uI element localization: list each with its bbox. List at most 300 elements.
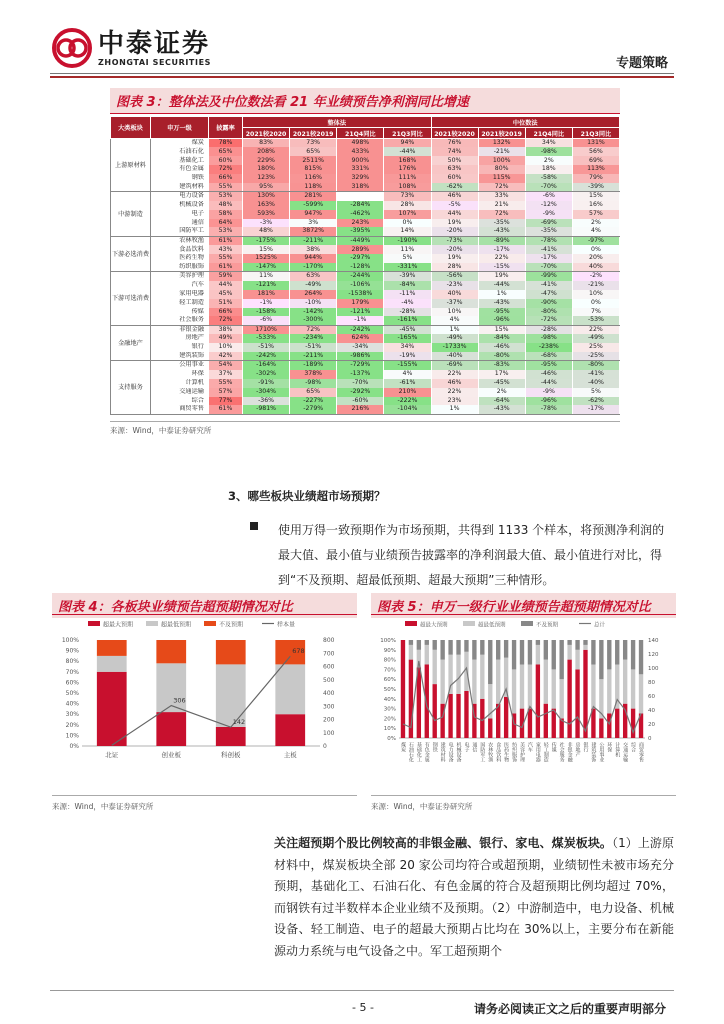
- fig3-overall-cell: 900%: [337, 156, 384, 165]
- fig3-overall-cell: 94%: [384, 139, 431, 148]
- fig3-median-cell: 63%: [431, 165, 478, 174]
- fig4-title-rule: [52, 614, 357, 615]
- fig3-industry: 农林牧渔: [151, 236, 209, 245]
- fig5-bar: [615, 709, 619, 738]
- fig3-overall-cell: 318%: [337, 183, 384, 192]
- fig3-overall-cell: 63%: [290, 272, 337, 281]
- fig4-ytick-right: 700: [323, 650, 335, 658]
- col-cat-header: 大类板块: [111, 117, 151, 139]
- fig3-category: 上游原材料: [111, 139, 151, 192]
- fig3-overall-cell: 815%: [290, 165, 337, 174]
- fig4-ytick-left: 80%: [65, 658, 79, 666]
- fig3-row: [111, 334, 620, 343]
- fig3-median-cell: -64%: [478, 397, 525, 406]
- fig3-industry: 机械设备: [151, 201, 209, 210]
- fig3-overall-cell: -189%: [290, 361, 337, 370]
- fig3-overall-cell: 179%: [337, 299, 384, 308]
- col-header: 21Q3同比: [572, 128, 619, 139]
- fig3-median-cell: -23%: [431, 281, 478, 290]
- fig3-overall-cell: 72%: [290, 325, 337, 334]
- fig3-ratio: 55%: [209, 379, 243, 388]
- fig3-industry: 建筑装饰: [151, 352, 209, 361]
- fig4-bar: [156, 640, 186, 663]
- fig3-overall-cell: 624%: [337, 334, 384, 343]
- page-number: - 5 -: [352, 1001, 374, 1014]
- fig4-ytick-left: 20%: [65, 721, 79, 729]
- fig3-overall-cell: -60%: [337, 397, 384, 406]
- fig3-median-cell: -37%: [431, 299, 478, 308]
- fig5-bar: [480, 640, 484, 655]
- fig3-median-cell: 22%: [572, 325, 619, 334]
- fig3-median-cell: -80%: [478, 352, 525, 361]
- fig3-overall-cell: -175%: [243, 236, 290, 245]
- fig5-bar: [631, 640, 635, 669]
- fig3-median-cell: -84%: [478, 334, 525, 343]
- fig5-x-label: 钢铁: [431, 742, 438, 752]
- fig3-overall-cell: 34%: [384, 343, 431, 352]
- fig5-bar: [425, 645, 429, 665]
- fig3-overall-cell: -121%: [243, 281, 290, 290]
- fig5-bar: [456, 640, 460, 655]
- fig4-legend-label: 超最大预期: [103, 621, 134, 629]
- fig4-ytick-left: 60%: [65, 679, 79, 687]
- fig3-container: [110, 88, 620, 436]
- fig3-category: 支持服务: [111, 361, 151, 414]
- fig3-median-cell: 44%: [431, 210, 478, 219]
- fig5-bar: [607, 714, 611, 739]
- fig3-overall-cell: -91%: [243, 379, 290, 388]
- fig3-median-cell: 28%: [431, 263, 478, 272]
- fig3-overall-cell: 65%: [290, 388, 337, 397]
- fig4-ytick-left: 40%: [65, 700, 79, 708]
- fig3-industry: 石油石化: [151, 147, 209, 156]
- fig3-median-cell: -47%: [525, 290, 572, 299]
- fig3-row: [111, 147, 620, 156]
- fig3-median-cell: -17%: [525, 254, 572, 263]
- fig3-overall-cell: 289%: [337, 245, 384, 254]
- fig3-overall-cell: -155%: [384, 361, 431, 370]
- fig3-ratio: 42%: [209, 352, 243, 361]
- fig3-median-cell: 57%: [572, 210, 619, 219]
- fig5-ytick-left: 90%: [383, 647, 396, 654]
- fig5-bar: [512, 669, 516, 713]
- fig5-source: 来源：Wind，中泰证券研究所: [371, 802, 473, 811]
- fig5-bar: [575, 650, 579, 670]
- fig3-overall-cell: -45%: [384, 325, 431, 334]
- fig5-ytick-left: 70%: [383, 667, 396, 674]
- fig5-bar: [607, 669, 611, 713]
- fig5-x-label: 商贸零售: [638, 742, 645, 762]
- fig3-median-cell: -72%: [525, 316, 572, 325]
- fig3-overall-cell: -222%: [384, 397, 431, 406]
- fig5-bar: [591, 665, 595, 709]
- company-logo: [52, 28, 211, 68]
- section3-paragraph: 使用万得一致预期作为市场预期，共得到 1133 个样本，将预测净利润的最大值、最小值与业绩预告披露率的净利润最大值、最小值进行对比，得到“不及预期、超最低预期、超最大预期”三种情形。: [278, 523, 665, 587]
- fig3-overall-cell: 498%: [337, 139, 384, 148]
- fig3-ratio: 61%: [209, 405, 243, 414]
- fig4-source: 来源：Wind，中泰证券研究所: [52, 802, 154, 811]
- fig3-ratio: 57%: [209, 388, 243, 397]
- fig5-bar: [440, 640, 444, 660]
- fig3-overall-cell: 163%: [243, 201, 290, 210]
- fig3-median-cell: -28%: [525, 325, 572, 334]
- fig3-industry: 煤炭: [151, 139, 209, 148]
- fig3-overall-cell: -533%: [243, 334, 290, 343]
- fig3-median-cell: -35%: [478, 219, 525, 228]
- fig3-median-cell: -70%: [525, 263, 572, 272]
- fig3-overall-cell: -284%: [337, 201, 384, 210]
- fig3-median-cell: -78%: [525, 236, 572, 245]
- conclusion-paragraph: [274, 833, 674, 962]
- fig4-ytick-right: 400: [323, 690, 335, 697]
- fig5-title-rule: [371, 614, 676, 615]
- fig3-overall-cell: -34%: [337, 343, 384, 352]
- fig3-median-cell: -95%: [478, 308, 525, 317]
- fig4-point-label: 306: [173, 696, 186, 705]
- fig3-overall-cell: 168%: [384, 156, 431, 165]
- fig3-median-cell: -56%: [431, 272, 478, 281]
- fig3-median-cell: 46%: [431, 192, 478, 201]
- fig3-median-cell: -73%: [431, 236, 478, 245]
- fig3-ratio: 59%: [209, 272, 243, 281]
- fig5-bar: [528, 709, 532, 738]
- fig5-x-label: 综合: [630, 742, 637, 752]
- fig3-row: [111, 316, 620, 325]
- fig4-source-rule: [52, 795, 357, 796]
- fig3-median-cell: 74%: [431, 147, 478, 156]
- fig5-ytick-right: 100: [648, 666, 659, 672]
- fig3-median-cell: -2%: [572, 272, 619, 281]
- fig3-median-cell: 19%: [478, 272, 525, 281]
- col-header: 2021较2019: [290, 128, 337, 139]
- fig4-legend-label: 样本量: [277, 621, 296, 629]
- fig3-median-cell: 15%: [478, 325, 525, 334]
- fig5-bar: [440, 660, 444, 704]
- fig5-bar: [504, 697, 508, 738]
- fig5-x-label: 环保: [606, 742, 613, 752]
- fig5-bar: [544, 640, 548, 660]
- fig3-median-cell: -69%: [525, 219, 572, 228]
- fig5-ytick-right: 60: [648, 694, 655, 700]
- fig3-industry: 社会服务: [151, 316, 209, 325]
- col-header: 2021较2019: [478, 128, 525, 139]
- fig3-ratio: 61%: [209, 263, 243, 272]
- fig5-bar: [544, 704, 548, 738]
- fig3-median-cell: -80%: [572, 361, 619, 370]
- fig4-legend-label: 超最低预期: [161, 621, 192, 629]
- fig3-median-cell: -17%: [478, 245, 525, 254]
- section3-heading: 3、哪些板块业绩超市场预期？: [228, 489, 386, 503]
- fig3-median-cell: 19%: [431, 219, 478, 228]
- fig5-x-label: 建筑材料: [439, 742, 446, 762]
- fig3-row: [111, 210, 620, 219]
- fig3-overall-cell: -36%: [243, 397, 290, 406]
- fig4-legend-swatch: [88, 621, 100, 626]
- fig3-median-cell: 17%: [478, 370, 525, 379]
- fig5-bar: [409, 640, 413, 645]
- fig3-median-cell: 1%: [478, 290, 525, 299]
- fig3-overall-cell: -302%: [243, 370, 290, 379]
- fig3-overall-cell: 123%: [243, 174, 290, 183]
- fig3-ratio: 43%: [209, 245, 243, 254]
- fig3-median-cell: -43%: [478, 227, 525, 236]
- fig3-industry: 综合: [151, 397, 209, 406]
- fig4-ytick-left: 90%: [65, 647, 79, 655]
- fig3-industry: 交通运输: [151, 388, 209, 397]
- fig3-overall-cell: 208%: [243, 147, 290, 156]
- fig3-overall-cell: 944%: [290, 254, 337, 263]
- fig3-row: [111, 272, 620, 281]
- fig3-ratio: 53%: [209, 227, 243, 236]
- fig3-median-cell: -12%: [525, 201, 572, 210]
- conclusion-bold: 关注超预期个股比例较高的非银金融、银行、家电、煤炭板块。: [274, 836, 612, 850]
- fig3-overall-cell: 38%: [290, 245, 337, 254]
- fig3-ratio: 54%: [209, 361, 243, 370]
- fig3-overall-cell: 947%: [290, 210, 337, 219]
- fig5-legend-swatch: [405, 621, 417, 626]
- fig5-bar: [488, 718, 492, 738]
- fig3-median-cell: -95%: [525, 361, 572, 370]
- fig3-median-cell: 18%: [525, 165, 572, 174]
- fig4-x-label: 主板: [283, 751, 297, 759]
- fig5-title: 图表 5：申万一级行业业绩预告超预期情况对比: [371, 593, 676, 618]
- fig3-industry: 商贸零售: [151, 405, 209, 414]
- fig5-x-label: 国防军工: [479, 742, 486, 762]
- fig3-median-cell: 15%: [572, 192, 619, 201]
- fig3-overall-cell: 181%: [243, 290, 290, 299]
- fig3-overall-cell: -1%: [337, 316, 384, 325]
- fig3-median-cell: -89%: [478, 236, 525, 245]
- fig3-overall-cell: -170%: [290, 263, 337, 272]
- fig3-overall-cell: -449%: [337, 236, 384, 245]
- fig3-median-cell: -83%: [478, 361, 525, 370]
- col-ratio-header: 披露率: [209, 117, 243, 139]
- fig5-x-label: 石油石化: [407, 742, 414, 762]
- fig3-row: [111, 165, 620, 174]
- fig3-overall-cell: -981%: [243, 405, 290, 414]
- fig5-x-label: 建筑装饰: [590, 742, 597, 762]
- fig3-median-cell: -44%: [525, 379, 572, 388]
- fig3-ratio: 65%: [209, 147, 243, 156]
- fig3-row: [111, 236, 620, 245]
- fig3-industry: 有色金属: [151, 165, 209, 174]
- fig3-overall-cell: 3872%: [290, 227, 337, 236]
- fig5-x-label: 传媒: [550, 742, 557, 752]
- fig3-overall-cell: -1538%: [337, 290, 384, 299]
- fig3-overall-cell: 107%: [384, 210, 431, 219]
- fig4-ytick-left: 100%: [61, 637, 79, 644]
- fig5-bar: [448, 655, 452, 694]
- fig5-legend-label: 总计: [594, 622, 606, 629]
- fig5-bar: [536, 640, 540, 645]
- fig5-x-label: 计算机: [614, 742, 621, 757]
- fig3-industry: 国防军工: [151, 227, 209, 236]
- fig4-ytick-right: 300: [323, 703, 335, 711]
- fig3-overall-cell: 15%: [243, 245, 290, 254]
- fig3-industry: 房地产: [151, 334, 209, 343]
- fig3-row: [111, 308, 620, 317]
- fig3-overall-cell: 73%: [290, 139, 337, 148]
- fig5-bar: [607, 640, 611, 669]
- fig5-bar: [567, 660, 571, 738]
- fig3-overall-cell: -3%: [243, 219, 290, 228]
- fig3-overall-cell: -165%: [384, 334, 431, 343]
- fig3-overall-cell: -70%: [337, 379, 384, 388]
- fig5-bar: [520, 665, 524, 709]
- fig5-ytick-left: 80%: [383, 657, 396, 664]
- fig3-median-cell: 2%: [478, 388, 525, 397]
- fig3-median-cell: 46%: [431, 379, 478, 388]
- fig3-ratio: 38%: [209, 325, 243, 334]
- fig4-ytick-left: 50%: [65, 690, 79, 697]
- fig4-x-label: 创业板: [161, 751, 181, 759]
- fig3-median-cell: 72%: [478, 183, 525, 192]
- fig3-median-cell: -98%: [525, 334, 572, 343]
- fig5-ytick-left: 20%: [383, 716, 396, 723]
- footer-disclaimer: 请务必阅读正文之后的重要声明部分: [473, 1002, 666, 1016]
- fig3-overall-cell: 108%: [384, 183, 431, 192]
- fig3-overall-cell: -729%: [337, 361, 384, 370]
- fig3-industry: 轻工制造: [151, 299, 209, 308]
- fig3-industry: 银行: [151, 343, 209, 352]
- zhongtai-logo-icon: [52, 28, 92, 68]
- fig3-median-cell: 4%: [431, 316, 478, 325]
- fig3-industry: 食品饮料: [151, 245, 209, 254]
- fig3-overall-cell: 2511%: [290, 156, 337, 165]
- fig5-bar: [433, 650, 437, 684]
- fig3-overall-cell: -158%: [243, 308, 290, 317]
- fig3-ratio: 72%: [209, 165, 243, 174]
- fig3-ratio: 55%: [209, 254, 243, 263]
- fig4-title: 图表 4：各板块业绩预告超预期情况对比: [52, 593, 357, 618]
- fig3-median-cell: 23%: [431, 397, 478, 406]
- fig4-legend-label: 不及预期: [219, 621, 244, 629]
- fig4-legend-swatch: [146, 621, 158, 626]
- fig3-overall-cell: -395%: [337, 227, 384, 236]
- fig3-industry: 纺织服饰: [151, 263, 209, 272]
- fig5-bar: [575, 669, 579, 738]
- fig5-x-label: 农林牧渔: [487, 742, 494, 762]
- fig3-row: [111, 343, 620, 352]
- fig3-ratio: 58%: [209, 210, 243, 219]
- fig5-bar: [552, 669, 556, 708]
- fig3-median-cell: -70%: [525, 183, 572, 192]
- fig4-ytick-right: 200: [323, 716, 335, 724]
- fig3-row: [111, 139, 620, 148]
- fig5-bar: [528, 665, 532, 709]
- fig3-median-cell: -40%: [431, 352, 478, 361]
- fig3-ratio: 77%: [209, 397, 243, 406]
- fig3-median-cell: -58%: [525, 174, 572, 183]
- fig3-ratio: 45%: [209, 290, 243, 299]
- fig3-median-cell: -62%: [572, 397, 619, 406]
- fig3-overall-cell: 116%: [290, 174, 337, 183]
- fig3-overall-cell: -11%: [384, 290, 431, 299]
- fig5-bar: [496, 704, 500, 738]
- fig3-median-cell: -97%: [572, 236, 619, 245]
- fig3-overall-cell: -599%: [290, 201, 337, 210]
- fig3-overall-cell: -211%: [290, 352, 337, 361]
- fig4-bar: [97, 656, 127, 672]
- fig3-overall-cell: -84%: [384, 281, 431, 290]
- fig3-overall-cell: 0%: [384, 219, 431, 228]
- fig3-median-cell: 16%: [572, 201, 619, 210]
- fig3-overall-cell: -164%: [243, 361, 290, 370]
- fig3-median-cell: 80%: [478, 165, 525, 174]
- fig5-bar: [433, 684, 437, 738]
- fig3-median-cell: -43%: [478, 299, 525, 308]
- fig3-median-cell: -78%: [525, 405, 572, 414]
- fig5-bar: [599, 640, 603, 679]
- fig4-x-label: 科创板: [221, 751, 241, 759]
- fig3-row: [111, 263, 620, 272]
- fig3-median-cell: 100%: [478, 156, 525, 165]
- fig3-median-cell: 33%: [478, 192, 525, 201]
- fig5-bar: [575, 640, 579, 650]
- fig3-median-cell: -17%: [572, 405, 619, 414]
- fig5-bar: [536, 645, 540, 665]
- fig5-bar: [433, 640, 437, 650]
- fig3-overall-cell: 5%: [384, 254, 431, 263]
- fig3-median-cell: -15%: [478, 263, 525, 272]
- fig5-bar: [639, 640, 643, 674]
- fig5-legend-label: 超最低预期: [478, 622, 506, 629]
- fig5-x-label: 电力设备: [447, 742, 454, 762]
- fig3-overall-cell: 229%: [243, 156, 290, 165]
- fig3-overall-cell: -234%: [290, 334, 337, 343]
- fig3-overall-cell: -462%: [337, 210, 384, 219]
- fig3-median-cell: -43%: [478, 405, 525, 414]
- fig3-ratio: 61%: [209, 236, 243, 245]
- fig3-overall-cell: -300%: [290, 316, 337, 325]
- fig5-ytick-right: 120: [648, 652, 659, 658]
- fig5-ytick-right: 20: [648, 722, 655, 728]
- fig4-x-label: 北证: [105, 751, 119, 759]
- fig3-overall-cell: -51%: [243, 343, 290, 352]
- fig5-bar: [583, 645, 587, 650]
- fig3-median-cell: -53%: [572, 316, 619, 325]
- fig5-legend-swatch: [521, 621, 533, 626]
- fig3-overall-cell: 1525%: [243, 254, 290, 263]
- fig3-overall-cell: -104%: [384, 405, 431, 414]
- fig3-overall-cell: 48%: [243, 227, 290, 236]
- fig4-bar: [216, 727, 246, 746]
- fig3-overall-cell: -61%: [384, 379, 431, 388]
- fig3-median-cell: 20%: [572, 254, 619, 263]
- fig3-overall-cell: 14%: [384, 227, 431, 236]
- fig3-row: [111, 174, 620, 183]
- fig3-median-cell: -41%: [572, 370, 619, 379]
- fig3-ratio: 49%: [209, 334, 243, 343]
- fig3-median-cell: -25%: [572, 352, 619, 361]
- fig3-median-cell: 40%: [431, 290, 478, 299]
- fig3-median-cell: -96%: [525, 397, 572, 406]
- fig5-x-label: 交通运输: [622, 742, 629, 762]
- conclusion-text: （1）上游原材料中，煤炭板块全部 20 家公司均符合或超预期，业绩韧性未被市场充分预期，基础化工、石油石化、有色金属的符合及超预期比例均超过 70%，而钢铁有过半数样本企业业绩不及预期。（2）中游制造中，电力设备、机械设备、轻工制造、电子的超最大预期占比均在 30%以上，主要分布在新能源动力系统与电气设备之中。军工超预期个: [274, 836, 674, 958]
- fig5-ytick-left: 50%: [383, 687, 396, 693]
- fig3-industry: 汽车: [151, 281, 209, 290]
- fig3-overall-cell: -49%: [290, 281, 337, 290]
- fig3-median-cell: 60%: [431, 174, 478, 183]
- fig4-bar: [156, 712, 186, 746]
- fig3-industry: 非银金融: [151, 325, 209, 334]
- fig3-ratio: 60%: [209, 156, 243, 165]
- fig5-bar: [456, 655, 460, 694]
- fig4-ytick-right: 100: [323, 729, 335, 737]
- fig3-median-cell: -80%: [525, 308, 572, 317]
- fig3-row: [111, 370, 620, 379]
- bullet-icon: [250, 522, 258, 530]
